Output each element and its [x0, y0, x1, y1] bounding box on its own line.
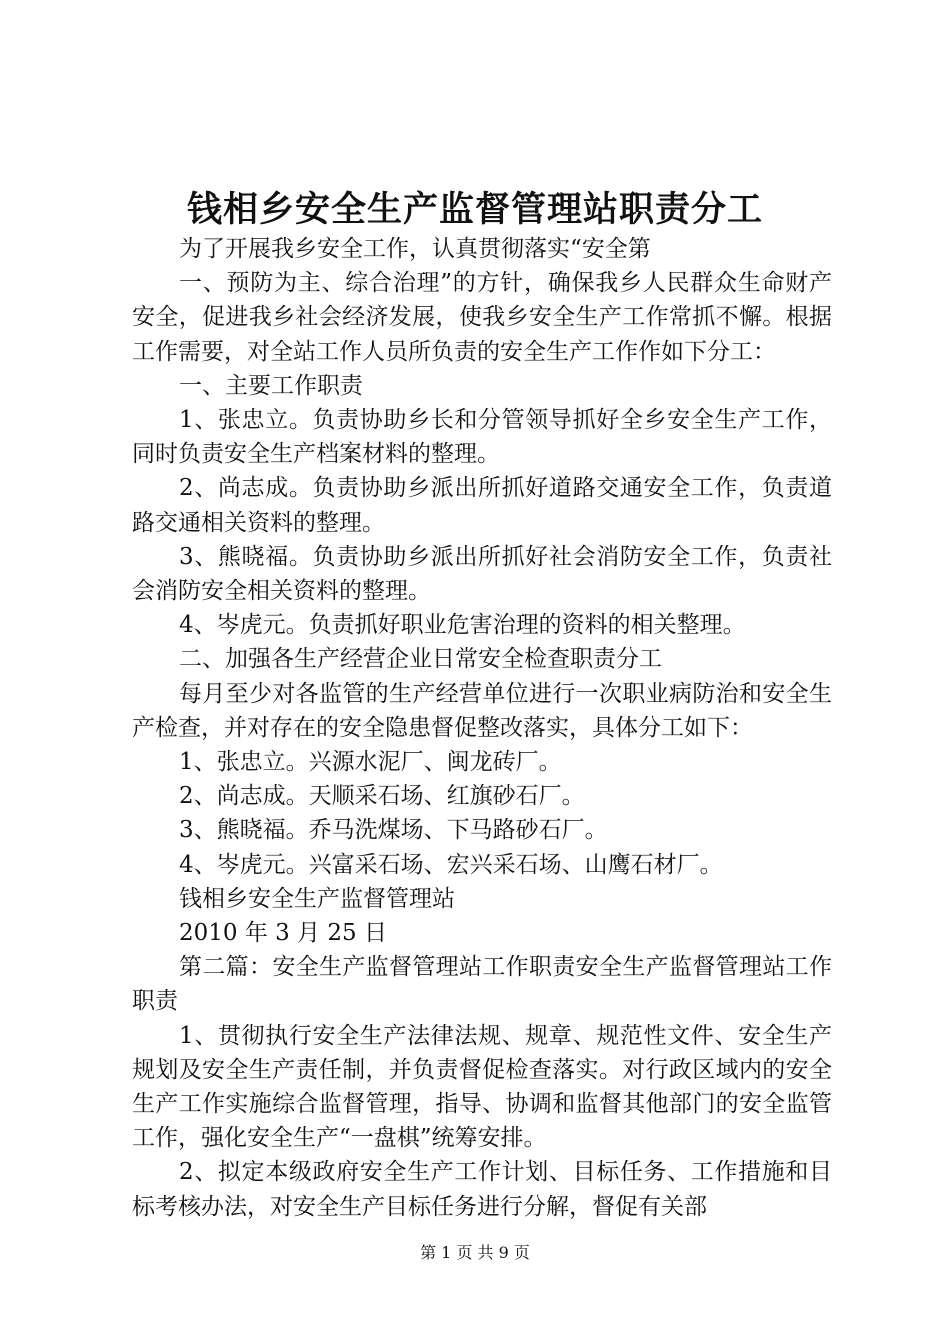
body-paragraph: 第二篇：安全生产监督管理站工作职责安全生产监督管理站工作职责 [132, 954, 832, 1015]
body-paragraph: 2、尚志成。负责协助乡派出所抓好道路交通安全工作，负责道路交通相关资料的整理。 [132, 475, 832, 536]
body-paragraph: 4、岑虎元。负责抓好职业危害治理的资料的相关整理。 [179, 612, 746, 639]
body-paragraph: 2、尚志成。天顺采石场、红旗砂石厂。 [179, 783, 585, 810]
page-footer [0, 1242, 950, 1264]
body-paragraph: 4、岑虎元。兴富采石场、宏兴采石场、山鹰石材厂。 [179, 851, 723, 878]
body-paragraph: 为了开展我乡安全工作，认真贯彻落实“安全第 [179, 236, 651, 262]
body-paragraph: 二、加强各生产经营企业日常安全检查职责分工 [179, 646, 662, 673]
body-paragraph: 一、预防为主、综合治理”的方针，确保我乡人民群众生命财产安全，促进我乡社会经济发展，使我乡安全生产工作常抓不懈。根据工作需要，对全站工作人员所负责的安全生产工作作如下分工： [132, 270, 832, 365]
body-paragraph: 2、拟定本级政府安全生产工作计划、目标任务、工作措施和目标考核办法，对安全生产目标任务进行分解，督促有关部 [132, 1159, 832, 1220]
body-paragraph: 每月至少对各监管的生产经营单位进行一次职业病防治和安全生产检查，并对存在的安全隐患督促整改落实，具体分工如下： [132, 680, 832, 741]
document-body [132, 232, 832, 1224]
page-number-label: 第 1 页 共 9 页 [420, 1243, 530, 1262]
body-paragraph: 3、熊晓福。负责协助乡派出所抓好社会消防安全工作，负责社会消防安全相关资料的整理。 [132, 543, 832, 605]
body-paragraph: 1、张忠立。负责协助乡长和分管领导抓好全乡安全生产工作，同时负责安全生产档案材料的整理。 [132, 407, 832, 468]
body-paragraph: 2010 年 3 月 25 日 [179, 920, 387, 947]
body-paragraph: 一、主要工作职责 [179, 372, 363, 399]
document-title: 钱相乡安全生产监督管理站职责分工 [186, 189, 763, 230]
body-paragraph: 1、张忠立。兴源水泥厂、闽龙砖厂。 [179, 749, 562, 776]
body-paragraph: 钱相乡安全生产监督管理站 [179, 885, 455, 912]
body-paragraph: 1、贯彻执行安全生产法律法规、规章、规范性文件、安全生产规划及安全生产责任制，并负责督促检查落实。对行政区域内的安全生产工作实施综合监督管理，指导、协调和监督其他部门的安全监管工作，强化安全生产“一盘棋”统筹安排。 [132, 1022, 832, 1152]
body-paragraph: 3、熊晓福。乔马洗煤场、下马路砂石厂。 [179, 817, 608, 844]
